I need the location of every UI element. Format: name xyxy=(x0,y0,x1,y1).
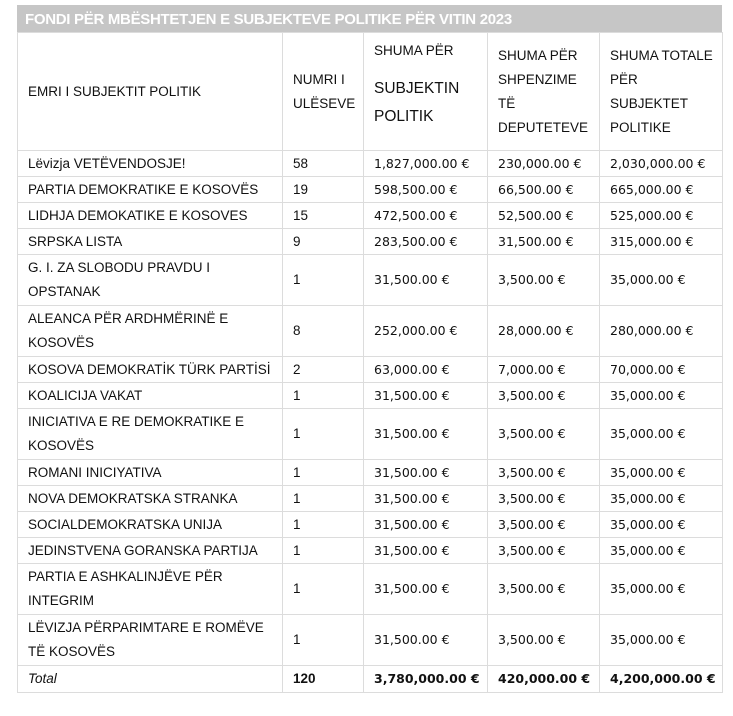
table-row xyxy=(18,512,723,538)
header-subject-bottom: SUBJEKTIN POLITIK xyxy=(374,80,460,125)
total-amount-cell: 35,000.00 € xyxy=(600,486,723,512)
table-row xyxy=(18,229,723,255)
subject-amount-cell: 31,500.00 € xyxy=(364,409,488,460)
deputies-amount-cell: 3,500.00 € xyxy=(488,564,600,615)
subject-amount-cell: 31,500.00 € xyxy=(364,564,488,615)
subject-amount-cell: 31,500.00 € xyxy=(364,383,488,409)
table-row xyxy=(18,151,723,177)
seats-cell: 2 xyxy=(283,357,364,383)
total-amount-cell: 35,000.00 € xyxy=(600,512,723,538)
deputies-amount-cell: 3,500.00 € xyxy=(488,512,600,538)
party-name-cell: LIDHJA DEMOKATIKE E KOSOVES xyxy=(18,203,283,229)
deputies-amount-cell: 3,500.00 € xyxy=(488,538,600,564)
party-name-cell: NOVA DEMOKRATSKA STRANKA xyxy=(18,486,283,512)
deputies-amount-cell: 28,000.00 € xyxy=(488,306,600,357)
header-name: EMRI I SUBJEKTIT POLITIK xyxy=(18,33,283,151)
total-amount-cell: 665,000.00 € xyxy=(600,177,723,203)
deputies-amount-cell: 3,500.00 € xyxy=(488,409,600,460)
total-amount-cell: 35,000.00 € xyxy=(600,615,723,666)
party-name-cell: KOSOVA DEMOKRATİK TÜRK PARTİSİ xyxy=(18,357,283,383)
table-row xyxy=(18,255,723,306)
header-subject-amount xyxy=(364,33,488,151)
total-amount-cell: 525,000.00 € xyxy=(600,203,723,229)
total-amount-cell: 35,000.00 € xyxy=(600,383,723,409)
deputies-amount-cell: 66,500.00 € xyxy=(488,177,600,203)
subject-amount-cell: 252,000.00 € xyxy=(364,306,488,357)
total-amount-cell: 35,000.00 € xyxy=(600,564,723,615)
table-title: FONDI PËR MBËSHTETJEN E SUBJEKTEVE POLITIKE PËR VITIN 2023 xyxy=(17,5,722,32)
subject-amount-cell: 63,000.00 € xyxy=(364,357,488,383)
subject-amount-cell: 31,500.00 € xyxy=(364,460,488,486)
seats-cell: 1 xyxy=(283,538,364,564)
seats-cell: 1 xyxy=(283,460,364,486)
funding-table xyxy=(17,32,723,693)
subject-amount-cell: 31,500.00 € xyxy=(364,615,488,666)
party-name-cell: INICIATIVA E RE DEMOKRATIKE E KOSOVËS xyxy=(18,409,283,460)
seats-cell: 15 xyxy=(283,203,364,229)
header-subject-top: SHUMA PËR xyxy=(374,43,454,58)
table-row xyxy=(18,615,723,666)
party-name-cell: ROMANI INICIYATIVA xyxy=(18,460,283,486)
total-amount-cell: 35,000.00 € xyxy=(600,255,723,306)
seats-cell: 1 xyxy=(283,512,364,538)
funding-table-container xyxy=(17,5,722,693)
total-amount-cell: 280,000.00 € xyxy=(600,306,723,357)
table-row xyxy=(18,177,723,203)
total-subject-amount: 3,780,000.00 € xyxy=(364,666,488,693)
deputies-amount-cell: 3,500.00 € xyxy=(488,486,600,512)
seats-cell: 1 xyxy=(283,486,364,512)
table-row xyxy=(18,203,723,229)
deputies-amount-cell: 3,500.00 € xyxy=(488,460,600,486)
seats-cell: 1 xyxy=(283,409,364,460)
total-total-amount: 4,200,000.00 € xyxy=(600,666,723,693)
table-row xyxy=(18,383,723,409)
header-seats: NUMRI I ULËSEVE xyxy=(283,33,364,151)
party-name-cell: Lëvizja VETËVENDOSJE! xyxy=(18,151,283,177)
deputies-amount-cell: 3,500.00 € xyxy=(488,383,600,409)
seats-cell: 1 xyxy=(283,564,364,615)
party-name-cell: PARTIA E ASHKALINJËVE PËR INTEGRIM xyxy=(18,564,283,615)
header-row xyxy=(18,33,723,151)
total-amount-cell: 70,000.00 € xyxy=(600,357,723,383)
total-amount-cell: 315,000.00 € xyxy=(600,229,723,255)
total-amount-cell: 35,000.00 € xyxy=(600,409,723,460)
party-name-cell: PARTIA DEMOKRATIKE E KOSOVËS xyxy=(18,177,283,203)
subject-amount-cell: 31,500.00 € xyxy=(364,538,488,564)
header-total-amount: SHUMA TOTALE PËR SUBJEKTET POLITIKE xyxy=(600,33,723,151)
subject-amount-cell: 1,827,000.00 € xyxy=(364,151,488,177)
total-amount-cell: 2,030,000.00 € xyxy=(600,151,723,177)
party-name-cell: SRPSKA LISTA xyxy=(18,229,283,255)
total-seats: 120 xyxy=(283,666,364,693)
seats-cell: 58 xyxy=(283,151,364,177)
party-name-cell: G. I. ZA SLOBODU PRAVDU I OPSTANAK xyxy=(18,255,283,306)
deputies-amount-cell: 230,000.00 € xyxy=(488,151,600,177)
total-label: Total xyxy=(18,666,283,693)
total-amount-cell: 35,000.00 € xyxy=(600,538,723,564)
party-name-cell: SOCIALDEMOKRATSKA UNIJA xyxy=(18,512,283,538)
party-name-cell: ALEANCA PËR ARDHMËRINË E KOSOVËS xyxy=(18,306,283,357)
table-row xyxy=(18,460,723,486)
total-amount-cell: 35,000.00 € xyxy=(600,460,723,486)
seats-cell: 1 xyxy=(283,255,364,306)
seats-cell: 1 xyxy=(283,615,364,666)
deputies-amount-cell: 31,500.00 € xyxy=(488,229,600,255)
subject-amount-cell: 31,500.00 € xyxy=(364,512,488,538)
party-name-cell: LËVIZJA PËRPARIMTARE E ROMËVE TË KOSOVËS xyxy=(18,615,283,666)
seats-cell: 1 xyxy=(283,383,364,409)
seats-cell: 19 xyxy=(283,177,364,203)
total-row xyxy=(18,666,723,693)
table-row xyxy=(18,538,723,564)
subject-amount-cell: 283,500.00 € xyxy=(364,229,488,255)
subject-amount-cell: 31,500.00 € xyxy=(364,255,488,306)
table-row xyxy=(18,306,723,357)
table-body xyxy=(18,151,723,666)
header-deputies-amount: SHUMA PËR SHPENZIME TË DEPUTETEVE xyxy=(488,33,600,151)
deputies-amount-cell: 52,500.00 € xyxy=(488,203,600,229)
party-name-cell: JEDINSTVENA GORANSKA PARTIJA xyxy=(18,538,283,564)
table-row xyxy=(18,564,723,615)
subject-amount-cell: 31,500.00 € xyxy=(364,486,488,512)
table-row xyxy=(18,357,723,383)
table-row xyxy=(18,409,723,460)
seats-cell: 8 xyxy=(283,306,364,357)
total-deputies-amount: 420,000.00 € xyxy=(488,666,600,693)
subject-amount-cell: 598,500.00 € xyxy=(364,177,488,203)
table-row xyxy=(18,486,723,512)
deputies-amount-cell: 3,500.00 € xyxy=(488,255,600,306)
subject-amount-cell: 472,500.00 € xyxy=(364,203,488,229)
deputies-amount-cell: 3,500.00 € xyxy=(488,615,600,666)
party-name-cell: KOALICIJA VAKAT xyxy=(18,383,283,409)
seats-cell: 9 xyxy=(283,229,364,255)
deputies-amount-cell: 7,000.00 € xyxy=(488,357,600,383)
